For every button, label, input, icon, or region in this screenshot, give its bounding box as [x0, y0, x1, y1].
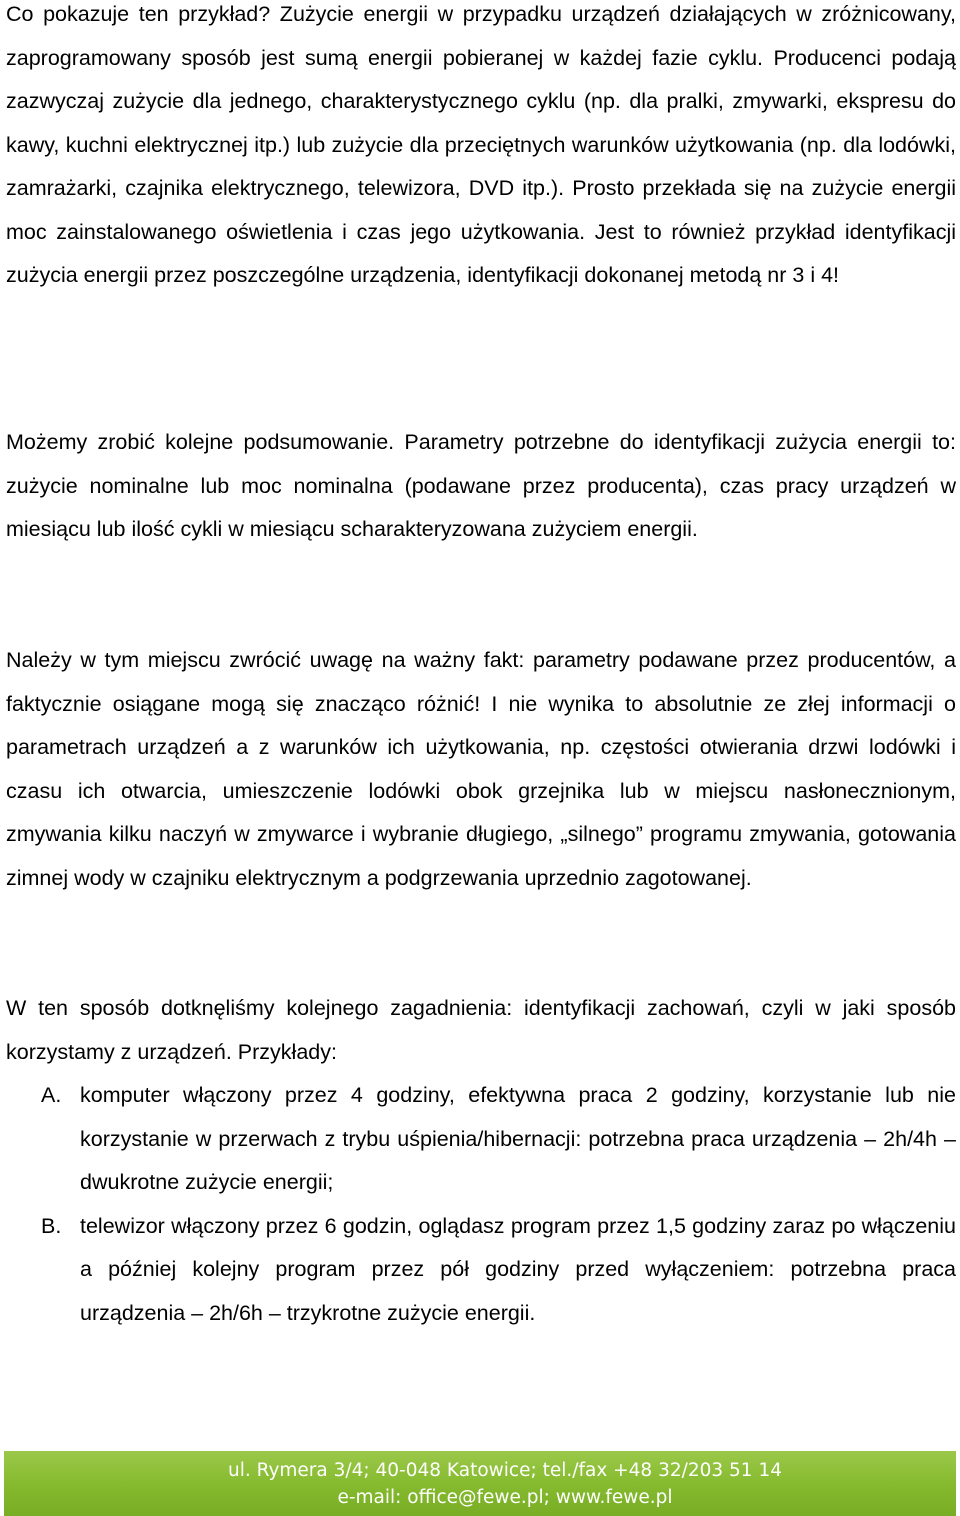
footer-contact: e-mail: office@fewe.pl; www.fewe.pl [337, 1487, 673, 1508]
list-item [6, 1205, 956, 1336]
list-marker: B. [41, 1213, 62, 1238]
list-marker: A. [41, 1083, 62, 1107]
examples-list [6, 1074, 956, 1335]
footer-address: ul. Rymera 3/4; 40-048 Katowice; tel./fax +48 32/203 51 14 [227, 1460, 782, 1481]
list-item [6, 1074, 956, 1205]
footer-bar [4, 1451, 956, 1516]
paragraph-important-fact: Należy w tym miejscu zwrócić uwagę na ważny fakt: parametry podawane przez producentów, a faktycznie osiągane mogą się znacząco różnić! I nie wynika to absolutnie ze złej informacji o parametrach urządzeń a z warunków ich użytkowania, np. częstości otwierania drzwi lodówki i czasu ich otwarcia, umieszczenie lodówki obok grzejnika lub w miejscu nasłonecznionym, zmywania kilku naczyń w zmywarce i wybranie długiego, „silnego” programu zmywania, gotowania zimnej wody w czajniku elektrycznym a podgrzewania uprzednio zagotowanej. [6, 648, 956, 890]
paragraph-energy-consumption-example: Co pokazuje ten przykład? Zużycie energii w przypadku urządzeń działających w zróżnicowany, zaprogramowany sposób jest sumą energii pobieranej w każdej fazie cyklu. Producenci podają zazwyczaj zużycie dla jednego, charakterystycznego cyklu (np. dla pralki, zmywarki, ekspresu do kawy, kuchni elektrycznej itp.) lub zużycie dla przeciętnych warunków użytkowania (np. dla lodówki, zamrażarki, czajnika elektrycznego, telewizora, DVD itp.). Prosto przekłada się na zużycie energii moc zainstalowanego oświetlenia i czas jego użytkowania. Jest to również przykład identyfikacji zużycia energii przez poszczególne urządzenia, identyfikacji dokonanej metodą nr 3 i 4! [6, 2, 956, 287]
paragraph-behavior-identification: W ten sposób dotknęliśmy kolejnego zagadnienia: identyfikacji zachowań, czyli w jaki sposób korzystamy z urządzeń. Przykłady: [6, 996, 956, 1064]
list-item-text: komputer włączony przez 4 godziny, efektywna praca 2 godziny, korzystanie lub nie korzystanie w przerwach z trybu uśpienia/hibernacji: potrzebna praca urządzenia – 2h/4h – dwukrotne zużycie energii; [80, 1083, 956, 1194]
list-item-text: telewizor włączony przez 6 godzin, oglądasz program przez 1,5 godziny zaraz po włączeniu a później kolejny program przez pół godziny przed wyłączeniem: potrzebna praca urządzenia – 2h/6h – trzykrotne zużycie energii. [80, 1213, 956, 1325]
paragraph-summary-parameters: Możemy zrobić kolejne podsumowanie. Parametry potrzebne do identyfikacji zużycia energii to: zużycie nominalne lub moc nominalna (podawane przez producenta), czas pracy urządzeń w miesiącu lub ilość cykli w miesiącu scharakteryzowana zużyciem energii. [6, 430, 956, 541]
